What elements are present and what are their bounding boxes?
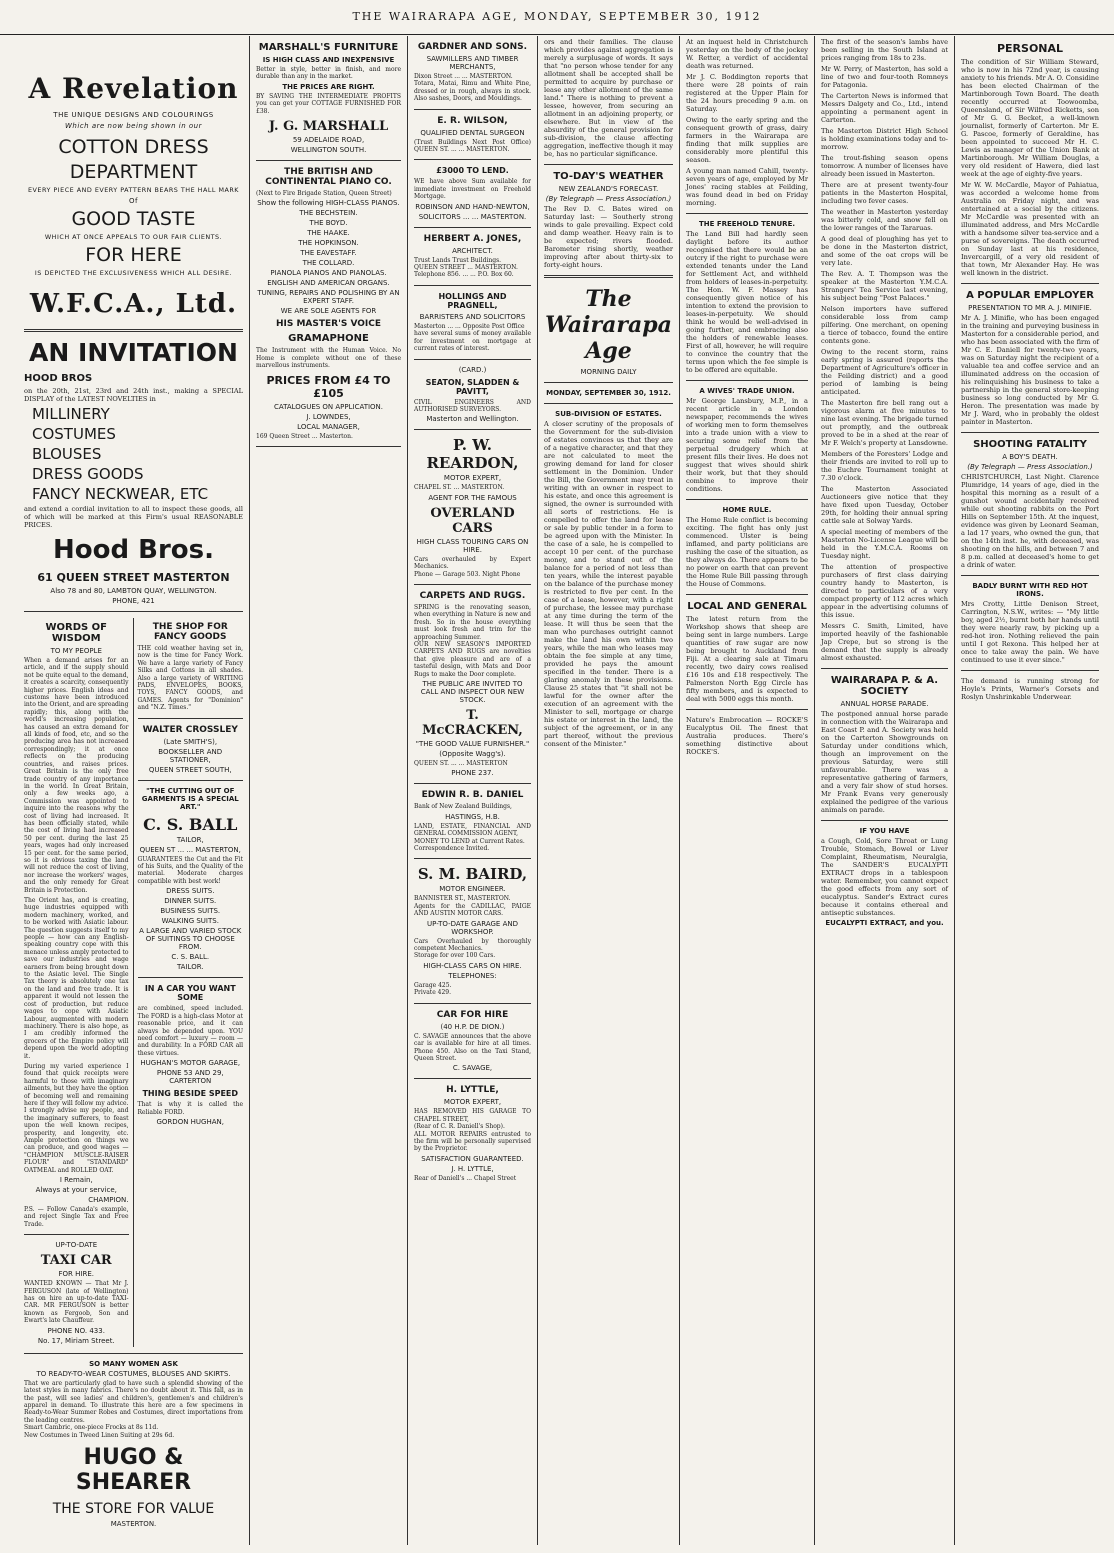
hs-price2: New Costumes in Tweed Linen Suiting at 29s 6d. xyxy=(24,1431,175,1439)
freehold-text: The Land Bill had hardly seen daylight before its author recognised that there would be an outcry if the right to purchase were extended tenants under the Land for Settlement Act, and withheld from holders of leases-in-perpetuity. The Hon. W. F. Massey has consequently given notice of his intention to extend the provision to leases-in-perpetuity. We should think he would be well-advised in going further, and embracing also the holders of renewable leases. First of all, however, he will require to convince the country that the terms upon which the fee simple is to be offered are equitable. xyxy=(686,230,808,374)
daniel: EDWIN R. B. DANIEL xyxy=(421,790,524,801)
weather-sub: NEW ZEALAND'S FORECAST. xyxy=(558,185,659,193)
piano-intro: Show the following HIGH-CLASS PIANOS. xyxy=(257,199,400,208)
fancy-head: THE SHOP FOR FANCY GOODS xyxy=(152,622,228,642)
department: DEPARTMENT xyxy=(69,161,198,183)
popular-sub: PRESENTATION TO MR A. J. MINIFIE. xyxy=(968,304,1092,312)
paper-title: The Wairarapa Age xyxy=(545,286,672,364)
daniel-sub: Bank of New Zealand Buildings, xyxy=(414,803,512,811)
wisdom-text3: During my varied experience I found that quick receipts were harmful to those with imaginary ailments, but they have the option of becoming well and remaining here if they will follow my advice. I strongly advise my people, and the imaginary sufferers, to feast upon the well known recipes, prosperity, and longevity, etc. Ample protection on things we can produce, and good wages — "CHAMPION MUSCLE-RAISER FLOUR" and "STANDARD" OATMEAL and ROLLED OAT. xyxy=(24,1062,129,1174)
revelation-line1: THE UNIQUE DESIGNS AND COLOURINGS xyxy=(53,111,214,119)
morning-daily: MORNING DAILY xyxy=(580,368,637,376)
gardner-addr: Dixon Street ... ... MASTERTON. xyxy=(414,73,513,80)
parade-head: ANNUAL HORSE PARADE. xyxy=(840,700,929,708)
col6-text15: A special meeting of members of the Masterton No-License League will be held in the Y.M.C.A. Rooms on Tuesday night. xyxy=(821,528,948,560)
home-rule-head: HOME RULE. xyxy=(722,506,772,514)
thing-beside-speed: THING BESIDE SPEED xyxy=(142,1089,239,1099)
ball-addr: QUEEN ST ... ... MASTERTON, xyxy=(139,845,241,854)
col6-text6: There are at present twenty-four patients in the Masterton Hospital, including two fever cases. xyxy=(821,181,948,205)
public: THE PUBLIC ARE INVITED TO CALL AND INSPECT OUR NEW STOCK. xyxy=(420,680,525,704)
col6-text5: The trout-fishing season opens tomorrow. A number of licenses have already been issued in Masterton. xyxy=(821,154,948,178)
personal-head: PERSONAL xyxy=(996,42,1064,55)
lyttle-addr: (Rear of C. R. Daniell's Shop). xyxy=(414,1123,505,1131)
of-text: Of xyxy=(129,197,138,205)
piano-sub: (Next to Fire Brigade Station, Queen Street) xyxy=(256,190,392,198)
hollings-addr: Masterton ... ... Opposite Post Office xyxy=(414,322,525,330)
invitation-title: AN INVITATION xyxy=(29,338,238,367)
taxi-head: UP-TO-DATE xyxy=(55,1241,98,1250)
store-for-value: THE STORE FOR VALUE xyxy=(52,1500,215,1517)
gardner-text: Totara, Matai, Rimu and White Pine, dressed or in rough, always in stock. Also sashes, Doors, and Mouldings. xyxy=(414,80,531,103)
hugo-shearer-advert xyxy=(24,1360,243,1528)
masterton-label: MASTERTON. xyxy=(110,1519,157,1528)
society-head: WAIRARAPA P. & A. SOCIETY xyxy=(830,675,939,697)
piano-1: THE BECHSTEIN. xyxy=(299,209,358,218)
prices-from: PRICES FROM £4 TO £105 xyxy=(266,373,391,400)
col6-text7: The weather in Masterton yesterday was bitterly cold, and snow fell on the lower ranges of the Tararuas. xyxy=(821,208,948,232)
hmv: HIS MASTER'S VOICE xyxy=(275,319,382,330)
shooting-head: SHOOTING FATALITY xyxy=(973,439,1087,450)
hs-head1: SO MANY WOMEN ASK xyxy=(89,1359,178,1368)
invitation-note: and extend a cordial invitation to all to inspect these goods, all of which will be marked at this Firm's usual REASONABLE PRICES. xyxy=(24,505,243,529)
storage: Storage for over 100 Cars. xyxy=(414,952,496,960)
robinson: ROBINSON AND HAND-NEWTON, xyxy=(415,202,530,211)
paper-date: MONDAY, SEPTEMBER 30, 1912. xyxy=(546,389,671,397)
sanders-text: a Cough, Cold, Sore Throat or Lung Trouble, Stomach, Bowel or Liver Complaint, Rheumatism, Neuralgia, The SANDER'S EUCALYPTI EXTRACT drops in a tablespoon water. Remember, you cannot expect the good effects from any sort of eucalyptus. Sander's Extract cures because it contains ethereal and antiseptic substances. xyxy=(821,837,948,917)
touring: HIGH CLASS TOURING CARS ON HIRE. xyxy=(416,537,529,554)
weather-text: The Rev D. C. Bates wired on Saturday last: — Southerly strong winds to gale prevailing. Expect cold and damp weather. Heavy rain is to be expected; rivers flooded. Barometer rising shortly, weather improving after about thirty-six to forty-eight hours. xyxy=(544,205,673,269)
jones: HERBERT A. JONES, xyxy=(423,233,522,244)
invitation-dates: on the 20th, 21st, 23rd and 24th inst., making a SPECIAL DISPLAY of the LATEST NOVELTIES in xyxy=(24,387,243,403)
hollings-sub: BARRISTERS AND SOLICITORS xyxy=(419,312,526,321)
car-hire: CAR FOR HIRE xyxy=(436,1009,509,1020)
baird-agent: Agents for the CADILLAC, PAIGE AND AUSTIN MOTOR CARS. xyxy=(414,902,531,918)
baird-sub: MOTOR ENGINEER. xyxy=(439,885,506,894)
col6-text8: A good deal of ploughing has yet to be done in the Masterton district, and some of the oat crops will be very late. xyxy=(821,235,948,267)
weather-head: TO-DAY'S WEATHER xyxy=(553,171,664,182)
hallmark-line: EVERY PIECE AND EVERY PATTERN BEARS THE HALL MARK xyxy=(28,186,239,194)
piano-6: THE COLLARD. xyxy=(302,259,355,268)
wisdom-sub: TO MY PEOPLE xyxy=(50,647,102,655)
wisdom-sign3: CHAMPION. xyxy=(88,1196,129,1205)
item-millinery: MILLINERY xyxy=(32,405,110,423)
col5-text2: Mr J. C. Boddington reports that there were 28 points of rain registered at the Upper Plain for the 24 hours preceding 9 a.m. on Saturday. xyxy=(686,73,808,113)
column-6 xyxy=(815,36,955,1545)
col6-text4: The Masterton District High School is holding examinations today and to-morrow. xyxy=(821,127,948,151)
suit-1: DRESS SUITS. xyxy=(166,887,215,896)
column-7 xyxy=(955,36,1105,1545)
taxi-sub: FOR HIRE. xyxy=(58,1270,94,1279)
car-head: IN A CAR YOU WANT SOME xyxy=(144,984,236,1003)
col6-text14: The Masterton Associated Auctioneers give notice that they have fixed upon Tuesday, October 29th, for holding their annual spring cattle sale at Solway Yards. xyxy=(821,485,948,525)
piano-4: THE HOPKINSON. xyxy=(298,239,359,248)
local-manager: LOCAL MANAGER, xyxy=(297,422,360,431)
taxi-title: TAXI CAR xyxy=(40,1253,112,1269)
ball-trade: TAILOR, xyxy=(176,835,204,844)
revelation-line2: Which are now being shown in our xyxy=(65,122,202,130)
col6-text3: The Carterton News is informed that Messrs Dalgety and Co., Ltd., intend appointing a permanent agent in Carterton. xyxy=(821,92,948,124)
depicted-line: IS DEPICTED THE EXCLUSIVENESS WHICH ALL DESIRE. xyxy=(34,269,233,277)
opposite: (Opposite Wagg's). xyxy=(439,750,506,758)
hastings: HASTINGS, H.B. xyxy=(445,812,500,821)
col6-text1: The first of the season's lambs have been selling in the South Island at prices ranging from 18s to 23s. xyxy=(821,38,948,62)
gramophone: GRAMAPHONE xyxy=(288,333,369,345)
sanders-final: EUCALYPTI EXTRACT, and you. xyxy=(825,919,944,927)
our-new: OUR NEW SEASON'S IMPORTED CARPETS AND RUGS are novelties that give pleasure and are of a tasteful design, with Mats and Door Rugs to make the Door complete. xyxy=(414,640,531,678)
spring-text: SPRING is the renovating season, when everything in Nature is new and fresh. So in the house everything must look fresh and trim for the approaching Summer. xyxy=(414,603,531,641)
reardon: P. W. REARDON, xyxy=(426,436,519,473)
parade-text: The postponed annual horse parade in connection with the Wairarapa and East Coast P. and A. Society was held on the Carterton Showgrounds on Saturday under conditions which, though an improvement on the previous Saturday, were still unfavourable. There was a representative gathering of farmers, and a very fair show of stud horses. Mr Frank Evans very generously explained the pedigree of the various animals on parade. xyxy=(821,710,948,814)
lyttle: H. LYTTLE, xyxy=(446,1085,499,1096)
appeals-line: WHICH AT ONCE APPEALS TO OUR FAIR CLIENTS. xyxy=(44,233,223,241)
hood-invitation-advert xyxy=(24,338,243,605)
column-5 xyxy=(680,36,815,1545)
baird-garage: UP-TO-DATE GARAGE AND WORKSHOP. xyxy=(427,919,518,936)
car-text: are combined, speed included. The FORD is a high-class Motor at reasonable price, and it can always be depended upon. YOU need comfort — luxury — room — and durability. In a FORD CAR all these virtues. xyxy=(137,1005,243,1057)
fancy-text: THE cold weather having set in, now is the time for Fancy Work. We have a large variety of Fancy Silks and Cottons in all shades. Also a large variety of WRITING PADS, ENVELOPES, BOOKS, TOYS, FANCY GOODS, and GAMES. Agents for "Dominion" and "N.Z. Times." xyxy=(137,645,243,712)
jones-addr2: QUEEN STREET ... MASTERTON. xyxy=(414,264,518,272)
lyttle-sub: MOTOR EXPERT, xyxy=(443,1098,502,1107)
lyttle-sign: J. H. LYTTLE, xyxy=(451,1164,494,1173)
wives-head: A WIVES' TRADE UNION. xyxy=(699,387,795,395)
gardner: GARDNER AND SONS. xyxy=(417,42,528,52)
pianola: PIANOLA PIANOS AND PIANOLAS. xyxy=(270,269,387,278)
wilson-addr: (Trust Buildings Next Post Office) QUEEN ST. ... ... MASTERTON. xyxy=(414,138,531,154)
local-text: The latest return from the Workshop shows that sheep are being sent in large numbers. Large quantities of raw sugar are now being brought to Auckland from Fiji. At a clearing sale at Timaru recently, two dairy cows realised £16 10s and £18 respectively. The Palmerston North Egg Circle has fifty members, and is expected to deal with 5000 eggs this month. xyxy=(686,615,808,703)
wfca-advert xyxy=(24,72,243,319)
marshall-addr2: WELLINGTON SOUTH. xyxy=(290,146,367,155)
wisdom-text: When a demand arises for an article, and if the supply should not be quite equal to the demand, it creates a scarcity, consequently higher prices. English ideas and customs have been introduced into the Orient, and are spreading rapidly; this, along with the world's increasing population, has caused an extra demand for all kinds of food, etc, and so the producing area has not increased correspondingly; it at once reflects on the producing countries, and raises prices. Great Britain is the only free trade country of any importance in the world. In Great Britain, only a few weeks ago, a Commission was appointed to inquire into the reasons why the cost of living had increased. It has been officially stated, while the cost of living had increased 50 per cent. during the last 25 years, wages had only increased 15 per cent. for the same period, so it is obvious taxing the land will not reduce the cost of living, nor increase the workers' wages, and the only remedy for Great Britain is Protection. xyxy=(24,657,129,894)
lyttle-note: ALL MOTOR REPAIRS entrusted to the firm will be personally supervised by the Proprietor. xyxy=(414,1130,531,1153)
phone-garage: Phone — Garage 503. Night Phone xyxy=(414,570,521,578)
wilson-sub: QUALIFIED DENTAL SURGEON xyxy=(420,128,525,137)
reardon-sub: MOTOR EXPERT, xyxy=(443,474,502,483)
lyttle-addr2: Rear of Daniell's ... Chapel Street xyxy=(414,1174,517,1182)
col5-text3: Owing to the early spring and the consequent growth of grass, dairy farmers in the Wairarapa are finding that milk supplies are considerably more plentiful this season. xyxy=(686,116,808,164)
ball-head: "THE CUTTING OUT OF GARMENTS IS A SPECIAL ART." xyxy=(141,786,239,811)
marshall-head: MARSHALL'S FURNITURE xyxy=(258,42,399,53)
piano-3: THE HAAKE. xyxy=(307,229,350,238)
ball-stock: A LARGE AND VARIED STOCK OF SUITINGS TO CHOOSE FROM. xyxy=(139,927,242,952)
piano-2: THE BOYD. xyxy=(309,219,348,228)
baird-over: Cars Overhauled by thoroughly competent Mechanics. xyxy=(414,937,531,953)
column-2 xyxy=(250,36,408,1545)
tuning: TUNING, REPAIRS AND POLISHING BY AN EXPERT STAFF. xyxy=(257,289,400,306)
burnt-head: BADLY BURNT WITH RED HOT IRONS. xyxy=(972,582,1088,598)
lowndes-addr: 169 Queen Street ... Masterton. xyxy=(256,432,353,440)
home-rule-text: The Home Rule conflict is becoming exciting. The fight has only just commenced. Ulster is being inflamed, and party politicians are rushing the case of the situation, as they always do. There appears to be no power on earth that can prevent the Home Rule Bill passing through the House of Commons. xyxy=(686,516,808,588)
hugo-shearer-logo: HUGO & SHEARER xyxy=(75,1444,192,1495)
mccracken: T. McCRACKEN, xyxy=(422,708,523,738)
lend: £3000 TO LEND. xyxy=(436,166,509,176)
masthead: THE WAIRARAPA AGE, MONDAY, SEPTEMBER 30, 1912 xyxy=(0,0,1114,35)
col6-text17: Messrs C. Smith, Limited, have imported heavily of the fashionable Jap Crepe, but so strong is the demand that the supply is already almost exhausted. xyxy=(821,622,948,662)
demand-text: The demand is running strong for Hoyle's Prints, Warner's Corsets and Roslyn Unshrinkable Underwear. xyxy=(961,677,1099,701)
lend-text: WE have above Sum available for immediate investment on Freehold Mortgage. xyxy=(414,178,531,201)
piano-head: THE BRITISH AND CONTINENTAL PIANO CO. xyxy=(265,167,392,188)
freehold-head: THE FREEHOLD TENURE. xyxy=(698,220,796,228)
subdiv-head: SUB-DIVISION OF ESTATES. xyxy=(555,410,662,418)
hollings: HOLLINGS AND PRAGNELL, xyxy=(438,291,507,310)
col4-text1: ors and their families. The clause which provides against aggregation is merely a surplusage of words. It says that "no person whose tender for any allotment shall be accepted shall be permitted to acquire by purchase or lease any other allotment of the same land." There is nothing to prevent a lessee, however, from securing an allotment in an adjoining property, or elsewhere. But in view of the absurdity of the general provision for sub-division, the clause affecting aggregation, ineffective though it may be, has no particular significance. xyxy=(544,38,673,158)
wilson: E. R. WILSON, xyxy=(437,115,508,126)
dion: (40 H.P. DE DION.) xyxy=(440,1022,505,1031)
column-3 xyxy=(408,36,538,1545)
col6-text13: Members of the Foresters' Lodge and their friends are invited to roll up to the Euchre Tournament tonight at 7.30 o'clock. xyxy=(821,450,948,482)
local-head: LOCAL AND GENERAL xyxy=(687,601,807,612)
hood-address: 61 QUEEN STREET MASTERTON xyxy=(37,571,230,584)
shooting-sub: A BOY'S DEATH. xyxy=(1002,453,1058,461)
wisdom-column xyxy=(24,618,134,1347)
revelation-title: A Revelation xyxy=(28,72,239,105)
column-1 xyxy=(18,36,250,1545)
col6-text16: The attention of prospective purchasers of first class dairying country handy to Masterton, is directed to particulars of a very compact property of 112 acres which appear in the advertising columns of this issue. xyxy=(821,563,948,619)
wives-text: Mr George Lansbury, M.P., in a recent article in a London newspaper, recommends the wives of working men to form themselves into a trade union with a view to securing some relief from the perpetual drudgery which at present fills their lives. He does not suggest that wives should shirk their work, but that they should combine to improve their conditions. xyxy=(686,397,808,493)
savage: C. SAVAGE, xyxy=(452,1064,493,1073)
corr: Correspondence Invited. xyxy=(414,845,490,853)
hood-bros-logo: Hood Bros. xyxy=(52,535,214,565)
item-blouses: BLOUSES xyxy=(32,445,102,463)
marshall-saving: BY SAVING THE INTERMEDIATE PROFITS you can get your COTTAGE FURNISHED FOR £38. xyxy=(256,92,401,115)
col5-text4: A young man named Cahill, twenty-seven years of age, employed by Mr Jones' racing stables at Feilding, was found dead in bed on Friday morning. xyxy=(686,167,808,207)
jones-addr: Trust Lands Trust Buildings. xyxy=(414,256,502,264)
satisfaction: SATISFACTION GUARANTEED. xyxy=(421,1154,524,1163)
miriam-street: No. 17, Miriam Street. xyxy=(37,1336,115,1345)
gardner-sub: SAWMILLERS AND TIMBER MERCHANTS, xyxy=(426,55,519,71)
lowndes: J. LOWNDES, xyxy=(306,412,351,421)
wisdom-head: WORDS OF WISDOM xyxy=(45,622,108,644)
american-organs: ENGLISH AND AMERICAN ORGANS. xyxy=(267,279,390,288)
marshall-name: J. G. MARSHALL xyxy=(268,119,389,135)
reliable-ford: That is why it is called the Reliable FORD. xyxy=(137,1101,243,1116)
nature-text: Nature's Embrocation — ROCKE'S Eucalyptus Oil. The finest that Australia produces. There's something distinctive about ROCKE'S. xyxy=(686,716,808,756)
carpets: CARPETS AND RUGS. xyxy=(419,590,526,601)
item-dress-goods: DRESS GOODS xyxy=(32,465,144,483)
weather-tel: (By Telegraph — Press Association.) xyxy=(545,195,672,203)
popular-head: A POPULAR EMPLOYER xyxy=(966,290,1094,301)
catalogues: CATALOGUES ON APPLICATION. xyxy=(273,402,384,411)
col6-text11: Owing to the recent storm, rains early spring is assured (reports the Department of Agriculture's officer in the Feilding district) and a good period of lambing is being anticipated. xyxy=(821,348,948,396)
ball-name: C. S. BALL xyxy=(143,814,238,834)
burnt-text: Mrs Crotty, Little Denison Street, Carrington, N.S.W., writes: — "My little boy, aged 2½, burnt both her hands until they were nearly raw, by picking up a red-hot iron. Nothing relieved the pain until I got Rexona. This helped her at once to take away the pain. We have continued to use it ever since." xyxy=(961,600,1099,664)
popular-text: Mr A. J. Minifie, who has been engaged in the training and purveying business in Masterton for a considerable period, and who has been associated with the firm of Mr C. E. Daniell for twenty-two years, was on Saturday night the recipient of a valuable tea and coffee service and an illuminated address on the occasion of his relinquishing his business to take a partnership in the general store-keeping business so long conducted by Mr G. Heron. The presentation was made by Mr J. Ward, who in probably the oldest painter in Masterton. xyxy=(961,314,1099,426)
col6-text2: Mr W. Perry, of Masterton, has sold a line of two and four-tooth Romneys for Patagonia. xyxy=(821,65,948,89)
shooting-tel: (By Telegraph — Press Association.) xyxy=(967,463,1093,471)
piano-5: THE EAVESTAFF. xyxy=(300,249,357,258)
wisdom-ps: P.S. — Follow Canada's example, and reject Single Tax and Free Trade. xyxy=(24,1206,129,1228)
savage-text: C. SAVAGE announces that the above car is available for hire at all times. Phone 450. Also on the Taxi Stand, Queen Street. xyxy=(414,1032,531,1062)
marshall-addr: 59 ADELAIDE ROAD, xyxy=(292,136,365,145)
hire: HIGH-CLASS CARS ON HIRE. xyxy=(423,961,522,970)
garage-no: Garage 425. xyxy=(414,981,452,989)
agent-for: AGENT FOR THE FAMOUS xyxy=(428,493,517,502)
wisdom-sign2: Always at your service, xyxy=(35,1186,117,1195)
seaton-sub: CIVIL ENGINEERS AND AUTHORISED SURVEYORS. xyxy=(414,398,531,413)
col6-text9: The Rev. A. T. Thompson was the speaker at the Masterton Y.M.C.A. Strangers' Tea Service last evening, his subject being "Post Palaces." xyxy=(821,270,948,302)
hs-text: That we are particularly glad to have such a splendid showing of the latest styles in many fabrics. There's no doubt about it. This fall, as in the past, will see ladies' and children's, gentlemen's and children's apparel in demand. To illustrate this here are a few specimens in Ready-to-Wear Summer Robes and Costumes, direct importations from the leading centres. xyxy=(24,1379,243,1424)
hs-price1: Smart Cambric, one-piece Frocks at 8s 11d. xyxy=(24,1424,159,1432)
overland: OVERLAND CARS xyxy=(430,505,515,536)
ball-text: GUARANTEES the Cut and the Fit of his Suits, and the Quality of the material. Moderate charges compatible with best work! xyxy=(137,855,243,885)
col6-text10: Nelson importers have suffered considerable loss from camp pilfering. One merchant, on opening a tierce of tobacco, found the entire contents gone. xyxy=(821,305,948,345)
money: MONEY TO LEND at Current Rates. xyxy=(414,837,525,845)
seaton: SEATON, SLADDEN & PAVITT, xyxy=(425,377,520,396)
seaton-card: (CARD.) xyxy=(458,365,487,374)
architect: ARCHITECT. xyxy=(452,246,493,255)
personal-text2: Mr W. W. McCardle, Mayor of Pahiatua, was accorded a welcome home from Australia on Friday night, and was entertained at a social by the citizens. Mr McCardle was presented with an illuminated address, and Mrs McCardle with a handsome silver tea-service and a purse of sovereigns. The death occurred on Sunday last at his residence, Invercargill, of a very old resident of that town, Mr Alexander Hay. He was well known in the district. xyxy=(961,181,1099,277)
crossley-trade: BOOKSELLER AND STATIONER, xyxy=(158,747,223,764)
item-fancy-neckwear: FANCY NECKWEAR, ETC xyxy=(32,485,209,503)
crossley: WALTER CROSSLEY xyxy=(142,724,238,735)
phone-no: PHONE NO. 433. xyxy=(47,1326,105,1335)
good-taste: GOOD TASTE xyxy=(71,208,196,230)
ball-tailor: TAILOR. xyxy=(176,963,204,972)
column-4 xyxy=(538,36,680,1545)
phone-53: PHONE 53 AND 29, CARTERTON xyxy=(156,1069,224,1086)
hood-phone: PHONE, 421 xyxy=(112,597,155,605)
telephones: TELEPHONES: xyxy=(448,971,497,980)
gram-text: The Instrument with the Human Voice. No Home is complete without one of these marvellous instruments. xyxy=(256,347,401,370)
wfca-logo: W.F.C.A., Ltd. xyxy=(29,289,238,319)
jones-phone: Telephone 856. ... ... P.O. Box 60. xyxy=(414,271,514,279)
daniel-trade: LAND, ESTATE, FINANCIAL AND GENERAL COMMISSION AGENT, xyxy=(414,822,531,838)
col2-inner xyxy=(134,618,244,1347)
col6-text12: The Masterton fire bell rang out a vigorous alarm at five minutes to nine last evening. The brigade turned out promptly, and the outbreak proved to be in a shed at the rear of Mr F. Welch's property at Lansdowne. xyxy=(821,399,949,447)
marshall-text: Better in style, better in finish, and more durable than any in the market. xyxy=(256,66,401,81)
queen-masterton: QUEEN ST. ... ... MASTERTON xyxy=(414,760,508,767)
hood-address2: Also 78 and 80, LAMBTON QUAY, WELLINGTON. xyxy=(50,587,217,595)
phone237: PHONE 237. xyxy=(451,769,494,778)
ball-sign: C. S. BALL. xyxy=(171,953,210,962)
suit-2: DINNER SUITS. xyxy=(164,897,217,906)
sole-agents: WE ARE SOLE AGENTS FOR xyxy=(280,307,377,316)
wisdom-text2: The Orient has, and is creating, huge industries equipped with modern machinery, worked, and to be worked with Asiatic labour. The question suggests itself to my people — how can any English-speaking country cope with this menace unless amply protected to save our industries and wage earners from being brought down to the Asiatic level. The Single Tax theory is absolutely one tax on the land and free trade. It is apparent it would not lessen the cost of production, but reduce wages to cope with Asiatic Labour, augmented with modern machinery. There is also hope, as I am credibly informed the grocers of the Empire policy will depend upon the world adopting it. xyxy=(24,897,129,1060)
wisdom-sign1: I Remain, xyxy=(59,1176,93,1185)
cotton-dress: COTTON DRESS xyxy=(58,136,209,158)
crossley-sub: (Late SMITH'S), xyxy=(163,737,218,746)
personal-text: The condition of Sir William Steward, who is now in his 72nd year, is causing anxiety to his friends. Mr A. O. Considine has been elected Chairman of the Martinborough Town Board. The death recently occurred at Toowoomba, Queensland, of Sir Wilfred Ricketts, son of Mr G. G. Becket, a well-known journalist, formerly of Carterton. Mr E. G. Pascoe, formerly of Geraldine, has been appointed to succeed Mr H. C. Lewis as manager of the Union Bank at Martinborough. Mr William Douglas, a very old resident of Hawera, died last week at the age of eighty-five years. xyxy=(961,58,1099,178)
lyttle-text: HAS REMOVED HIS GARAGE TO CHAPEL STREET, xyxy=(414,1108,531,1123)
seaton-addr: Masterton and Wellington. xyxy=(426,415,519,424)
prices-right: THE PRICES ARE RIGHT. xyxy=(282,82,375,91)
shooting-text: CHRISTCHURCH, Last Night. Clarence Plumridge, 14 years of age, died in the hospital this morning as a result of a gunshot wound accidentally received while out shooting rabbits on the Port Hills on September 15th. At the inquest, evidence was given by Leonard Seaman, a lad 17 years, who owned the gun, that on the 14th inst. he, with deceased, was shooting on the hills, and between 7 and 8 p.m. called at deceased's home to get a drink of water. xyxy=(961,473,1099,569)
robinson-sub: SOLICITORS ... ... MASTERTON. xyxy=(418,212,527,221)
reardon-addr: CHAPEL ST. ... MASTERTON. xyxy=(414,484,505,492)
subdiv-text: A closer scrutiny of the proposals of the Government for the sub-division of estates convinces us that they are of a negative character, and that they are not calculated to meet the growing demand for land for closer settlement in the Dominion. Under the Bill, the Government may treat in writing with an owner in respect to his estate, and once this agreement is signed, the owner is surrounded with all sorts of restrictions. He is compelled to offer the land for lease or sale by public tender in a form to be agreed upon with the Minister. In the case of a sale, he is compelled to accept 10 per cent. of the purchase money, and to stand out of the balance for a period of not less than ten years, while the interest payable on the balance of the purchase money is restricted to five per cent. In the case of a lease, however, with a right of purchase, the lessee may purchase at any time during the term of the lease. It will thus be seen that the man who purchases outright cannot make the land his own within two years, while the man who leases may obtain the fee simple at any time, provided he pays the amount specified in the tender. There is a glaring anomaly in these provisions. Clause 25 states that "it shall not be lawful for the owner after the execution of an agreement with the Minister to sell, mortgage or charge his estate or interest in the land, the subject of the agreement, or in any part thereof, without the previous consent of the Minister." xyxy=(544,420,673,748)
if-you-have: IF YOU HAVE xyxy=(859,827,910,835)
gordon-hughan: GORDON HUGHAN, xyxy=(156,1117,224,1126)
wanted-text: WANTED KNOWN — That Mr J. FERGUSON (late of Wellington) has on hire an up-to-date TAXI-CAR. MR FERGUSON is better known as Fergoob, Son and Ewart's late Chauffeur. xyxy=(24,1280,129,1325)
hollings-text: have several sums of money available for investment on mortgage at current rates of interest. xyxy=(414,330,531,353)
suit-3: BUSINESS SUITS. xyxy=(160,907,221,916)
for-here: FOR HERE xyxy=(85,244,182,266)
suit-4: WALKING SUITS. xyxy=(161,917,219,926)
value-furn: "THE GOOD VALUE FURNISHER." xyxy=(415,740,530,748)
crossley-addr: QUEEN STREET SOUTH, xyxy=(148,765,232,774)
overhauled: Cars overhauled by Expert Mechanics. xyxy=(414,555,531,571)
hughan-garage: HUGHAN'S MOTOR GARAGE, xyxy=(140,1059,241,1068)
hs-head2: TO READY-TO-WEAR COSTUMES, BLOUSES AND SKIRTS. xyxy=(36,1369,231,1378)
private-no: Private 429. xyxy=(414,989,452,997)
item-costumes: COSTUMES xyxy=(32,425,116,443)
baird: S. M. BAIRD, xyxy=(417,865,528,884)
hood-bros-small: HOOD BROS xyxy=(24,373,93,384)
marshall-sub: IS HIGH CLASS AND INEXPENSIVE xyxy=(262,56,395,64)
baird-addr: BANNISTER ST., MASTERTON. xyxy=(414,895,511,903)
col5-text1: At an inquest held in Christchurch yesterday on the body of the jockey W. Retter, a verdict of accidental death was returned. xyxy=(686,38,808,70)
